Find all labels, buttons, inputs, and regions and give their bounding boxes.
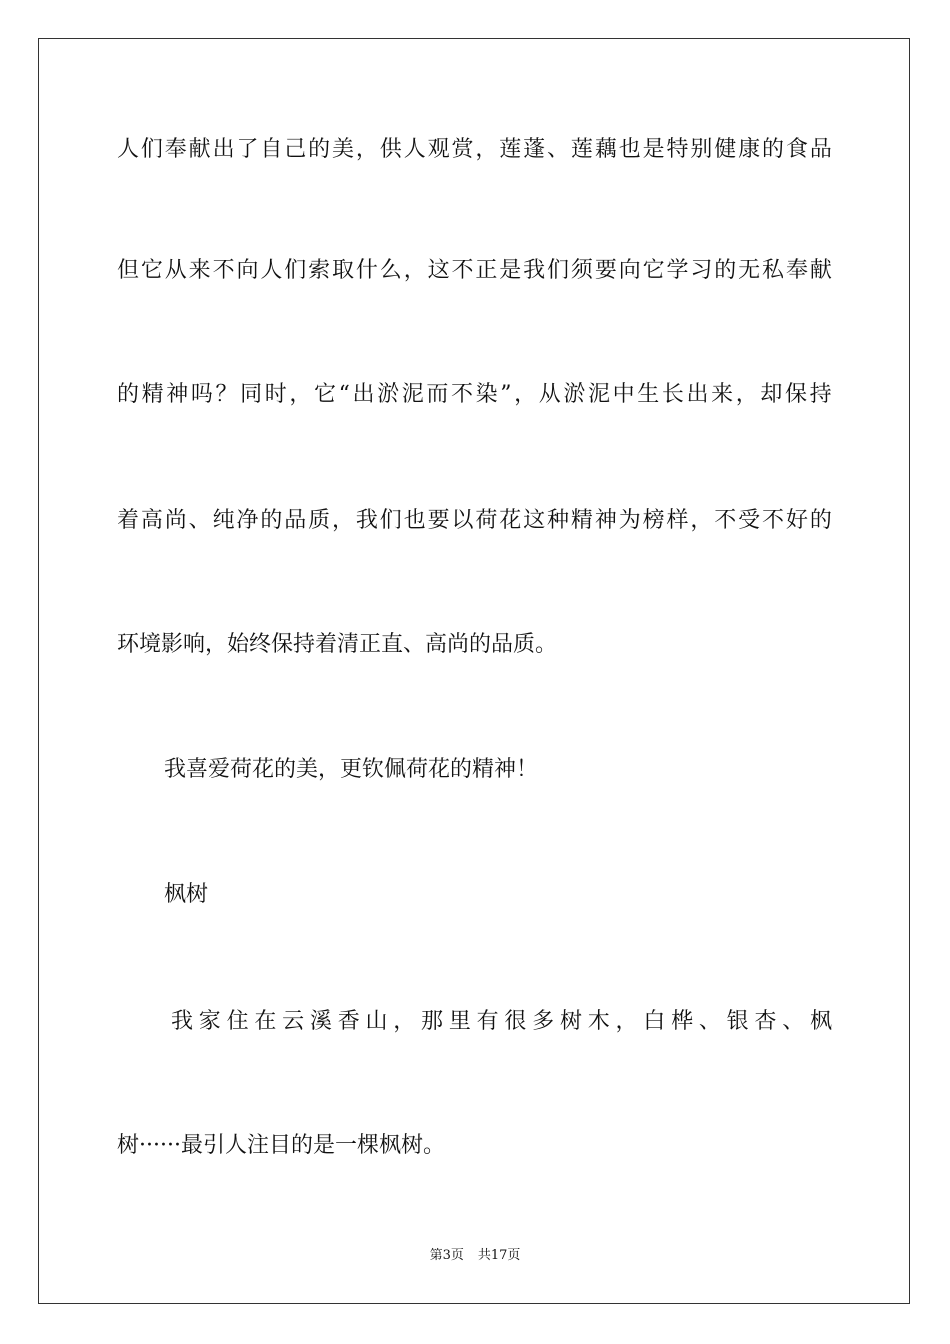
- text-char: 同: [240, 382, 263, 407]
- page-total: 共17页: [477, 1248, 521, 1263]
- text-char: 、: [698, 1009, 721, 1034]
- text-char: 住: [226, 1009, 249, 1034]
- text-char: 康: [738, 137, 761, 162]
- text-char: 的: [117, 382, 140, 407]
- text-char: 尚: [164, 508, 187, 533]
- text-char: 神: [166, 382, 189, 407]
- text-char: 莲: [499, 137, 522, 162]
- text-char: 品: [809, 137, 832, 162]
- text-char: 净: [236, 508, 259, 533]
- text-char: 、: [547, 137, 570, 162]
- text-char: ，: [289, 382, 312, 407]
- text-char: 出: [686, 382, 709, 407]
- text-char: 观: [427, 137, 450, 162]
- text-char: 自: [260, 137, 283, 162]
- text-char: 了: [236, 137, 259, 162]
- text-char: 时: [264, 382, 287, 407]
- text-char: 献: [188, 137, 211, 162]
- text-char: 出: [212, 137, 235, 162]
- text-char: ，: [403, 258, 426, 283]
- text-char: 云: [282, 1009, 305, 1034]
- text-char: ，: [475, 137, 498, 162]
- text-char: 精: [141, 382, 164, 407]
- text-char: 的: [714, 258, 737, 283]
- paragraph-line-4: [117, 506, 832, 536]
- text-char: 们: [284, 258, 307, 283]
- text-char: ？: [215, 382, 238, 407]
- text-char: 、: [188, 508, 211, 533]
- text-char: 高: [140, 508, 163, 533]
- text-char: 学: [666, 258, 689, 283]
- text-char: ，: [393, 1009, 416, 1034]
- paragraph-line-5: 环境影响，始终保持着清正直、高尚的品质。: [117, 632, 558, 657]
- text-char: 人: [117, 137, 140, 162]
- text-char: 香: [337, 1009, 360, 1034]
- paragraph-line-2: [117, 256, 832, 286]
- text-char: 蓬: [523, 137, 546, 162]
- text-char: 要: [594, 258, 617, 283]
- text-char: 精: [570, 508, 593, 533]
- text-char: 好: [785, 508, 808, 533]
- text-char: 也: [618, 137, 641, 162]
- text-char: 里: [448, 1009, 471, 1034]
- text-char: 人: [403, 137, 426, 162]
- text-char: 出: [352, 382, 375, 407]
- text-char: 荷: [475, 508, 498, 533]
- text-char: 受: [738, 508, 761, 533]
- text-char: 神: [594, 508, 617, 533]
- text-char: 健: [714, 137, 737, 162]
- text-char: 生: [637, 382, 660, 407]
- text-char: 我: [171, 1009, 194, 1034]
- text-char: 质: [308, 508, 331, 533]
- text-char: 桦: [671, 1009, 694, 1034]
- text-char: 我: [523, 258, 546, 283]
- text-char: 不: [212, 258, 235, 283]
- text-char: 从: [538, 382, 561, 407]
- text-char: 、: [782, 1009, 805, 1034]
- text-char: 很: [504, 1009, 527, 1034]
- text-char: 样: [666, 508, 689, 533]
- text-char: 泥: [587, 382, 610, 407]
- text-char: 木: [587, 1009, 610, 1034]
- paragraph-line-9: 树······最引人注目的是一棵枫树。: [117, 1133, 445, 1158]
- text-char: 也: [403, 508, 426, 533]
- text-char: 供: [379, 137, 402, 162]
- text-char: 种: [547, 508, 570, 533]
- text-char: 的: [809, 508, 832, 533]
- text-char: 来: [711, 382, 734, 407]
- text-char: 来: [188, 258, 211, 283]
- text-char: 保: [784, 382, 807, 407]
- text-char: 无: [738, 258, 761, 283]
- text-char: 特: [666, 137, 689, 162]
- text-char: 正: [475, 258, 498, 283]
- page-number: 第3页: [429, 1248, 464, 1263]
- text-char: ”: [500, 382, 512, 407]
- text-char: 不: [450, 382, 473, 407]
- text-char: 吗: [190, 382, 213, 407]
- text-char: ，: [735, 382, 758, 407]
- text-char: 它: [314, 382, 337, 407]
- text-char: 的: [260, 508, 283, 533]
- paragraph-line-3: [117, 380, 832, 410]
- section-title: 枫树: [164, 882, 209, 907]
- text-char: 榜: [642, 508, 665, 533]
- text-char: 取: [332, 258, 355, 283]
- text-char: ，: [514, 382, 537, 407]
- text-char: ，: [355, 137, 378, 162]
- text-char: 但: [117, 258, 140, 283]
- text-char: 不: [451, 258, 474, 283]
- text-char: 品: [284, 508, 307, 533]
- text-char: 的: [308, 137, 331, 162]
- text-char: 淤: [563, 382, 586, 407]
- text-char: 美: [332, 137, 355, 162]
- text-char: 杏: [754, 1009, 777, 1034]
- text-char: 枫: [809, 1009, 832, 1034]
- text-char: 人: [260, 258, 283, 283]
- page-frame: [38, 38, 910, 1304]
- text-char: 们: [379, 508, 402, 533]
- text-char: 中: [612, 382, 635, 407]
- text-char: 藕: [594, 137, 617, 162]
- text-char: 须: [570, 258, 593, 283]
- paragraph-line-8: [171, 1007, 832, 1037]
- text-char: 多: [532, 1009, 555, 1034]
- text-char: ，: [332, 508, 355, 533]
- text-char: 们: [140, 137, 163, 162]
- text-char: 们: [547, 258, 570, 283]
- text-char: 以: [451, 508, 474, 533]
- text-char: “: [338, 382, 350, 407]
- page-footer: [0, 1247, 950, 1265]
- text-char: 染: [475, 382, 498, 407]
- text-char: 却: [760, 382, 783, 407]
- text-char: 它: [140, 258, 163, 283]
- text-char: 要: [427, 508, 450, 533]
- text-char: 赏: [451, 137, 474, 162]
- text-char: 淤: [377, 382, 400, 407]
- text-char: ，: [615, 1009, 638, 1034]
- paragraph-line-1: [117, 135, 832, 165]
- text-char: 那: [421, 1009, 444, 1034]
- text-char: 泥: [401, 382, 424, 407]
- text-char: 别: [690, 137, 713, 162]
- text-char: 这: [523, 508, 546, 533]
- text-char: 不: [762, 508, 785, 533]
- text-char: 献: [809, 258, 832, 283]
- text-char: 而: [426, 382, 449, 407]
- text-char: 树: [559, 1009, 582, 1034]
- text-char: 家: [198, 1009, 221, 1034]
- text-char: 己: [284, 137, 307, 162]
- text-char: 么: [379, 258, 402, 283]
- text-char: 着: [117, 508, 140, 533]
- text-char: 向: [236, 258, 259, 283]
- text-char: 它: [642, 258, 665, 283]
- text-char: 溪: [309, 1009, 332, 1034]
- text-char: 纯: [212, 508, 235, 533]
- text-char: 为: [618, 508, 641, 533]
- text-char: 持: [809, 382, 832, 407]
- text-char: 的: [762, 137, 785, 162]
- text-char: 是: [642, 137, 665, 162]
- text-char: 白: [643, 1009, 666, 1034]
- text-char: 什: [355, 258, 378, 283]
- text-char: 有: [476, 1009, 499, 1034]
- text-char: 向: [618, 258, 641, 283]
- text-char: 奉: [785, 258, 808, 283]
- text-char: 花: [499, 508, 522, 533]
- text-char: 是: [499, 258, 522, 283]
- text-char: 长: [661, 382, 684, 407]
- text-char: 莲: [570, 137, 593, 162]
- text-char: 在: [254, 1009, 277, 1034]
- text-char: 不: [714, 508, 737, 533]
- text-char: 私: [762, 258, 785, 283]
- text-char: ，: [690, 508, 713, 533]
- paragraph-line-6: 我喜爱荷花的美，更钦佩荷花的精神！: [164, 757, 539, 782]
- text-char: 食: [785, 137, 808, 162]
- text-char: 索: [308, 258, 331, 283]
- text-char: 奉: [164, 137, 187, 162]
- text-char: 这: [427, 258, 450, 283]
- text-char: 银: [726, 1009, 749, 1034]
- text-char: 从: [164, 258, 187, 283]
- text-char: 我: [355, 508, 378, 533]
- text-char: 山: [365, 1009, 388, 1034]
- text-char: 习: [690, 258, 713, 283]
